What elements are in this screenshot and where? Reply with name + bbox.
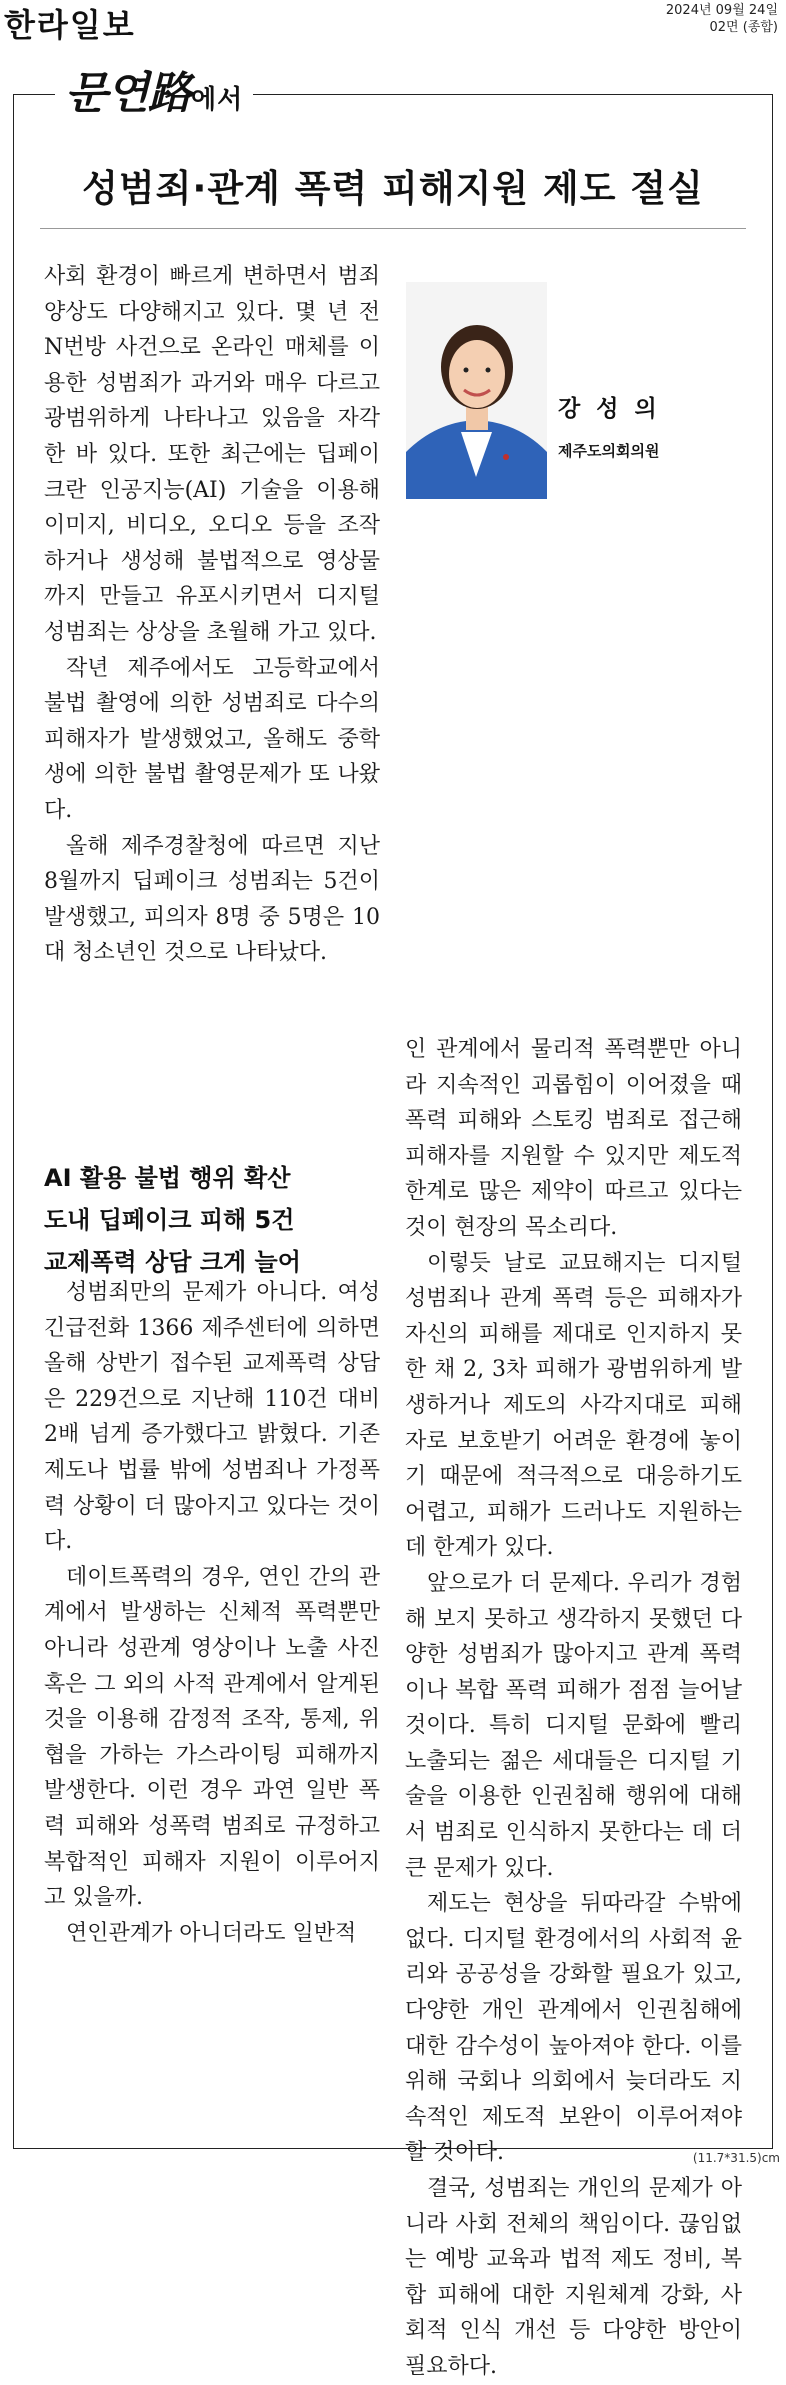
article-headline: 성범죄·관계 폭력 피해지원 제도 절실 <box>82 167 704 210</box>
body-paragraph: 연인관계가 아니더라도 일반적 <box>66 1920 357 1946</box>
subheadline: 교제폭력 상담 크게 늘어 <box>44 1248 301 1276</box>
author-portrait-illustration <box>406 282 547 499</box>
author-photo <box>406 282 547 499</box>
subheadline: AI 활용 불법 행위 확산 <box>44 1164 291 1192</box>
body-paragraph: 인 관계에서 물리적 폭력뿐만 아니라 지속적인 괴롭힘이 이어졌을 때 폭력 피해와 스토킹 범죄로 접근해 피해자를 지원할 수 있지만 제도적 한계로 많은 제약이 따르고 있다는 것이 현장의 목소리다. <box>405 1037 742 1240</box>
column-title <box>55 66 253 128</box>
body-column-left <box>44 259 380 971</box>
author-title: 제주도의회의원 <box>558 442 660 460</box>
page-section: 02면 (종합) <box>709 20 778 35</box>
author-name: 강 성 의 <box>558 396 661 422</box>
body-paragraph: 이렇듯 날로 교묘해지는 디지털 성범죄나 관계 폭력 등은 피해자가 자신의 피해를 제대로 인지하지 못한 채 2, 3차 피해가 광범위하게 발생하거나 제도의 사각지대로 피해자로 보호받기 어려운 환경에 놓이기 때문에 적극적으로 대응하기도 어렵고, 피해가 드러나도 지원하는데 한계가 있다. <box>405 1250 742 1561</box>
body-paragraph: 성범죄만의 문제가 아니다. 여성긴급전화 1366 제주센터에 의하면 올해 상반기 접수된 교제폭력 상담은 229건으로 지난해 110건 대비 2배 넘게 증가했다고 밝혔다. 기존 제도나 법률 밖에 성범죄나 가정폭력 상황이 더 많아지고 있다는 것이다. <box>44 1280 380 1555</box>
body-column-right <box>405 1032 742 2385</box>
newspaper-masthead: 한라일보 <box>4 6 136 44</box>
subheadline-block <box>44 1157 380 1283</box>
column-title-suffix: 에서 <box>191 85 244 115</box>
dateline <box>666 2 778 36</box>
body-paragraph: 사회 환경이 빠르게 변하면서 범죄 양상도 다양해지고 있다. 몇 년 전 N번방 사건으로 온라인 매체를 이용한 성범죄가 과거와 매우 다르고 광범위하게 나타나고 있음을 자각한 바 있다. 또한 최근에는 딥페이크란 인공지능(AI) 기술을 이용해 이미지, 비디오, 오디오 등을 조작하거나 생성해 불법적으로 영상물까지 만들고 유포시키면서 디지털 성범죄는 상상을 초월해 가고 있다. <box>44 264 380 645</box>
column-title-main: 문연路 <box>65 68 192 119</box>
body-column-left-lower <box>44 1275 380 1951</box>
body-paragraph: 올해 제주경찰청에 따르면 지난 8월까지 딥페이크 성범죄는 5건이 발생했고, 피의자 8명 중 5명은 10대 청소년인 것으로 나타났다. <box>44 833 380 966</box>
body-paragraph: 제도는 현상을 뒤따라갈 수밖에 없다. 디지털 환경에서의 사회적 윤리와 공공성을 강화할 필요가 있고, 다양한 개인 관계에서 인권침해에 대한 감수성이 높아져야 한다. 이를 위해 국회나 의회에서 늦더라도 지속적인 제도적 보완이 이루어져야 할 것이다. <box>405 1891 742 2166</box>
body-paragraph: 작년 제주에서도 고등학교에서 불법 촬영에 의한 성범죄로 다수의 피해자가 발생했었고, 올해도 중학생에 의한 불법 촬영문제가 또 나왔다. <box>44 655 380 823</box>
body-paragraph: 데이트폭력의 경우, 연인 간의 관계에서 발생하는 신체적 폭력뿐만 아니라 성관계 영상이나 노출 사진 혹은 그 외의 사적 관계에서 알게된 것을 이용해 감정적 조작, 통제, 위협을 가하는 가스라이팅 피해까지 발생한다. 이런 경우 과연 일반 폭력 피해와 성폭력 범죄로 규정하고 복합적인 피해자 지원이 이루어지고 있을까. <box>44 1564 380 1911</box>
subheadline: 도내 딥페이크 피해 5건 <box>44 1206 295 1234</box>
clipping-size: (11.7*31.5)cm <box>692 2151 780 2165</box>
publish-date: 2024년 09월 24일 <box>665 3 778 18</box>
body-paragraph: 결국, 성범죄는 개인의 문제가 아니라 사회 전체의 책임이다. 끊임없는 예방 교육과 법적 제도 정비, 복합 피해에 대한 지원체계 강화, 사회적 인식 개선 등 다양한 방안이 필요하다. <box>405 2176 742 2379</box>
body-paragraph: 앞으로가 더 문제다. 우리가 경험해 보지 못하고 생각하지 못했던 다양한 성범죄가 많아지고 관계 폭력이나 복합 폭력 피해가 점점 늘어날 것이다. 특히 디지털 문화에 빨리 노출되는 젊은 세대들은 디지털 기술을 이용한 인권침해 행위에 대해서 범죄로 인식하지 못한다는 데 더 큰 문제가 있다. <box>405 1570 742 1881</box>
headline-divider <box>40 228 746 229</box>
